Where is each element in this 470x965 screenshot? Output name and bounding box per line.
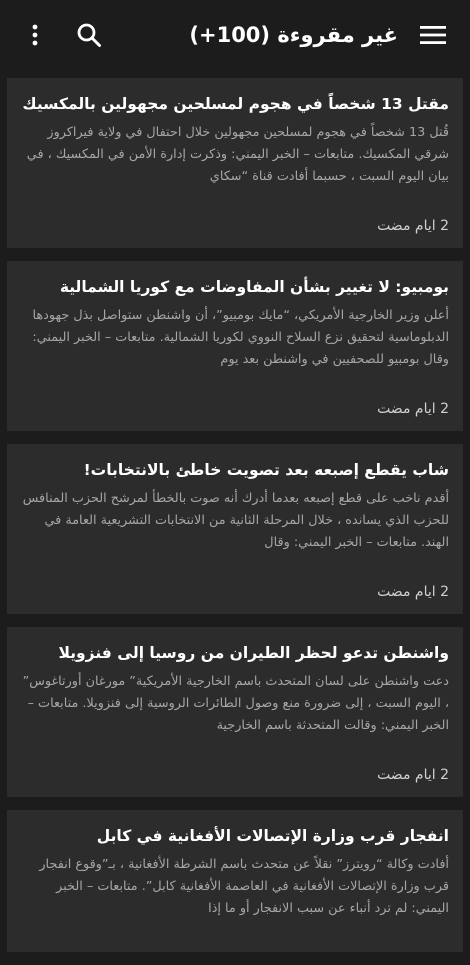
article-card[interactable] [7,261,463,431]
article-feed [7,78,463,965]
app-bar-actions [18,18,106,52]
article-excerpt: أقدم ناخب على قطع إصبعه بعدما أدرك أنه صوت بالخطأ لمرشح الحزب المنافس للحزب الذي يسانده ، خلال المرحلة الثانية من الانتخابات التشريعية العامة في الهند. متابعات – الخبر اليمني: وقال [22,491,449,550]
app-bar [0,0,470,70]
article-title: انفجار قرب وزارة الإتصالات الأفغانية في كابل [96,827,449,845]
article-card[interactable] [7,78,463,248]
search-icon[interactable] [72,18,106,52]
article-time: 2 ايام مضت [377,584,449,600]
article-time: 2 ايام مضت [377,218,449,234]
article-title: بومبيو: لا تغيير بشأن المفاوضات مع كوريا الشمالية [59,278,449,296]
article-title: شاب يقطع إصبعه بعد تصويت خاطئ بالانتخابات! [83,461,449,479]
article-excerpt: دعت واشنطن على لسان المتحدث باسم الخارجية الأمريكية” مورغان أورتاغوس” ، اليوم السبت ، إلى ضرورة منع وصول الطائرات الروسية إلى فنزويلا. متابعات – الخبر اليمني: وقالت المتحدثة باسم الخارجية [22,674,449,733]
article-card[interactable] [7,810,463,952]
article-excerpt: قُتل 13 شخصاً في هجوم لمسلحين مجهولين خلال احتفال في ولاية فيراكروز شرقي المكسيك. متابعات – الخبر اليمني: وذكرت إدارة الأمن في المكسيك ، في بيان اليوم السبت ، حسبما أفادت قناة “سكاي [26,125,449,184]
article-excerpt: أعلن وزير الخارجية الأمريكي، “مايك بومبيو”، أن واشنطن ستواصل بذل جهودها الدبلوماسية لتحقيق نزع السلاح النووي لكوريا الشمالية. متابعات – الخبر اليمني: وقال بومبيو للصحفيين في واشنطن بعد يوم [32,308,449,367]
more-vertical-icon[interactable] [18,18,52,52]
article-card[interactable] [7,444,463,614]
article-excerpt: أفادت وكالة “رويترز” نقلاً عن متحدث باسم الشرطة الأفغانية ، بـ”وقوع انفجار قرب وزارة الإتصالات الأفغانية في العاصمة الأفغانية كابل”. متابعات – الخبر اليمني: لم ترد أنباء عن سبب الانفجار أو ما إذا [39,857,449,916]
article-card[interactable] [7,627,463,797]
article-title: واشنطن تدعو لحظر الطيران من روسيا إلى فنزويلا [58,644,449,662]
hamburger-menu-icon[interactable] [416,18,450,52]
article-title: مقتل 13 شخصاً في هجوم لمسلحين مجهولين بالمكسيك [22,95,449,113]
page-title: غير مقروءة (100+) [189,23,398,47]
article-time: 2 ايام مضت [377,401,449,417]
article-time: 2 ايام مضت [377,767,449,783]
